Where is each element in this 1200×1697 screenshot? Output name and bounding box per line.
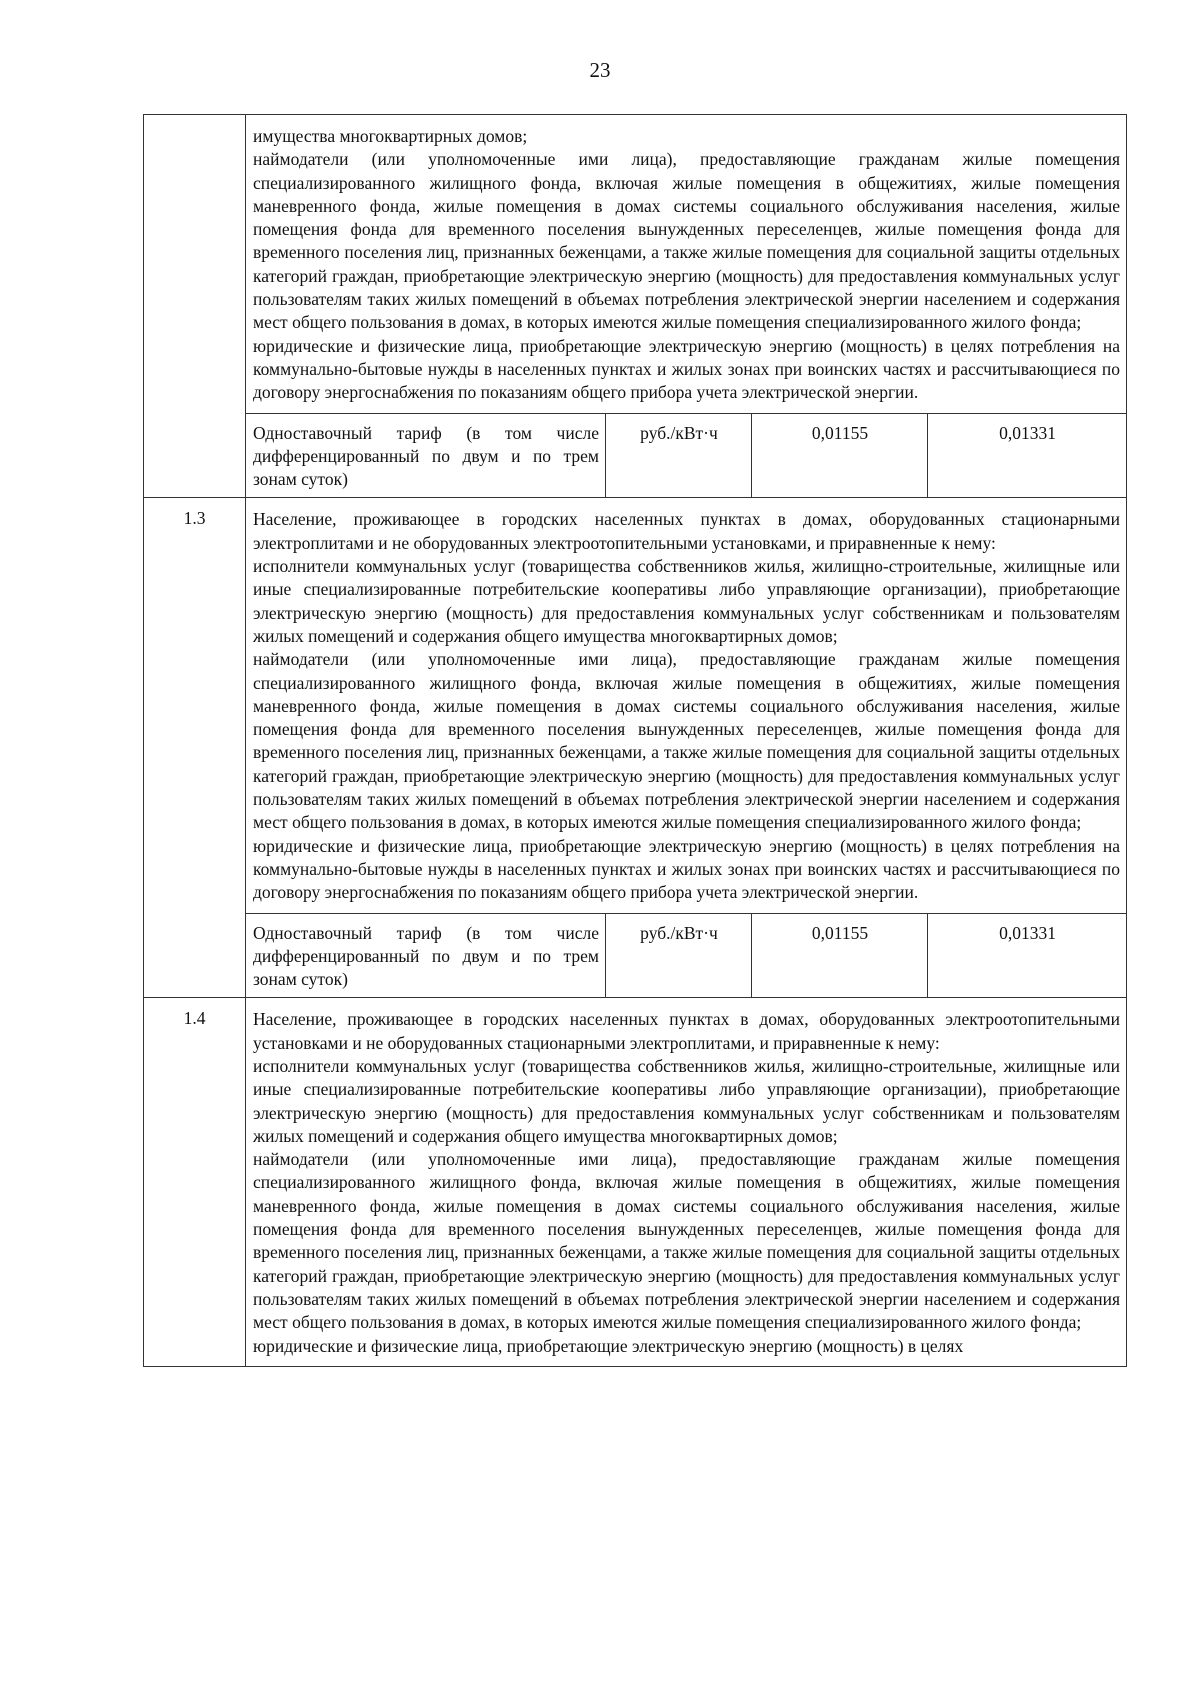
paragraph: наймодатели (или уполномоченные ими лица), предоставляющие гражданам жилые помещения специализированного жилищного фонда, включая жилые помещения в общежитиях, жилые помещения маневренного фонда, жилые помещения в домах системы социального обслуживания населения, жилые помещения фонда для временного поселения вынужденных переселенцев, жилые помещения фонда для временного поселения лиц, признанных беженцами, а также жилые помещения для социальной защиты отдельных категорий граждан, приобретающие электрическую энергию (мощность) для предоставления коммунальных услуг пользователям таких жилых помещений в объемах потребления электрической энергии населением и содержания мест общего пользования в домах, в которых имеются жилые помещения специализированного жилого фонда; — [253, 649, 1120, 833]
paragraph: имущества многоквартирных домов; — [253, 126, 528, 146]
paragraph: Население, проживающее в городских населенных пунктах в домах, оборудованных стационарными электроплитами и не оборудованных электроотопительными установками, и приравненные к нему: — [253, 509, 1120, 553]
row-number: 1.4 — [144, 998, 246, 1366]
paragraph: наймодатели (или уполномоченные ими лица), предоставляющие гражданам жилые помещения специализированного жилищного фонда, включая жилые помещения в общежитиях, жилые помещения маневренного фонда, жилые помещения в домах системы социального обслуживания населения, жилые помещения фонда для временного поселения вынужденных переселенцев, жилые помещения фонда для временного поселения лиц, признанных беженцами, а также жилые помещения для социальной защиты отдельных категорий граждан, приобретающие электрическую энергию (мощность) для предоставления коммунальных услуг пользователям таких жилых помещений в объемах потребления электрической энергии населением и содержания мест общего пользования в домах, в которых имеются жилые помещения специализированного жилого фонда; — [253, 149, 1120, 333]
page-number: 23 — [589, 58, 611, 82]
paragraph: юридические и физические лица, приобретающие электрическую энергию (мощность) в целях потребления на коммунально-бытовые нужды в населенных пунктах и жилых зонах при воинских частях и рассчитывающиеся по договору энергоснабжения по показаниям общего прибора учета электрической энергии. — [253, 335, 1120, 403]
row-number — [144, 115, 246, 498]
tariff-name: Одноставочный тариф (в том числе дифференцированный по двум и по трем зонам суток) — [246, 913, 606, 997]
paragraph: исполнители коммунальных услуг (товарищества собственников жилья, жилищно-строительные, жилищные или иные специализированные потребительские кооперативы либо управляющие организации), приобретающие электрическую энергию (мощность) для предоставления коммунальных услуг собственникам и пользователям жилых помещений и содержания общего имущества многоквартирных домов; — [253, 1055, 1120, 1146]
row-content — [246, 115, 1127, 498]
tariff-unit: руб./кВт·ч — [606, 913, 752, 997]
tariff-value-2: 0,01331 — [928, 913, 1127, 997]
paragraph: исполнители коммунальных услуг (товарищества собственников жилья, жилищно-строительные, жилищные или иные специализированные потребительские кооперативы либо управляющие организации), приобретающие электрическую энергию (мощность) для предоставления коммунальных услуг собственникам и пользователям жилых помещений и содержания общего имущества многоквартирных домов; — [253, 556, 1120, 646]
tariff-table — [143, 114, 1127, 1367]
row-description — [246, 998, 1126, 1365]
paragraph: наймодатели (или уполномоченные ими лица), предоставляющие гражданам жилые помещения специализированного жилищного фонда, включая жилые помещения в общежитиях, жилые помещения маневренного фонда, жилые помещения в домах системы социального обслуживания населения, жилые помещения фонда для временного поселения вынужденных переселенцев, жилые помещения фонда для временного поселения лиц, признанных беженцами, а также жилые помещения для социальной защиты отдельных категорий граждан, приобретающие электрическую энергию (мощность) для предоставления коммунальных услуг пользователям таких жилых помещений в объемах потребления электрической энергии населением и содержания мест общего пользования в домах, в которых имеются жилые помещения специализированного жилого фонда; — [253, 1149, 1120, 1333]
row-description — [246, 498, 1126, 912]
row-number: 1.3 — [144, 498, 246, 998]
table-row — [144, 998, 1127, 1366]
tariff-subrow — [246, 413, 1126, 498]
paragraph: Население, проживающее в городских населенных пунктах в домах, оборудованных электроотопительными установками и не оборудованных стационарными электроплитами, и приравненные к нему: — [253, 1009, 1120, 1053]
tariff-value-2: 0,01331 — [928, 413, 1127, 497]
paragraph: юридические и физические лица, приобретающие электрическую энергию (мощность) в целях потребления на коммунально-бытовые нужды в населенных пунктах и жилых зонах при воинских частях и рассчитывающиеся по договору энергоснабжения по показаниям общего прибора учета электрической энергии. — [253, 835, 1120, 903]
row-content — [246, 498, 1127, 998]
tariff-value-1: 0,01155 — [752, 913, 928, 997]
tariff-subrow — [246, 913, 1126, 998]
table-row — [144, 115, 1127, 498]
row-description — [246, 115, 1126, 413]
tariff-name: Одноставочный тариф (в том числе дифференцированный по двум и по трем зонам суток) — [246, 413, 606, 497]
paragraph: юридические и физические лица, приобретающие электрическую энергию (мощность) в целях — [253, 1335, 964, 1356]
tariff-unit: руб./кВт·ч — [606, 413, 752, 497]
tariff-value-1: 0,01155 — [752, 413, 928, 497]
row-content — [246, 998, 1127, 1366]
table-row — [144, 498, 1127, 998]
